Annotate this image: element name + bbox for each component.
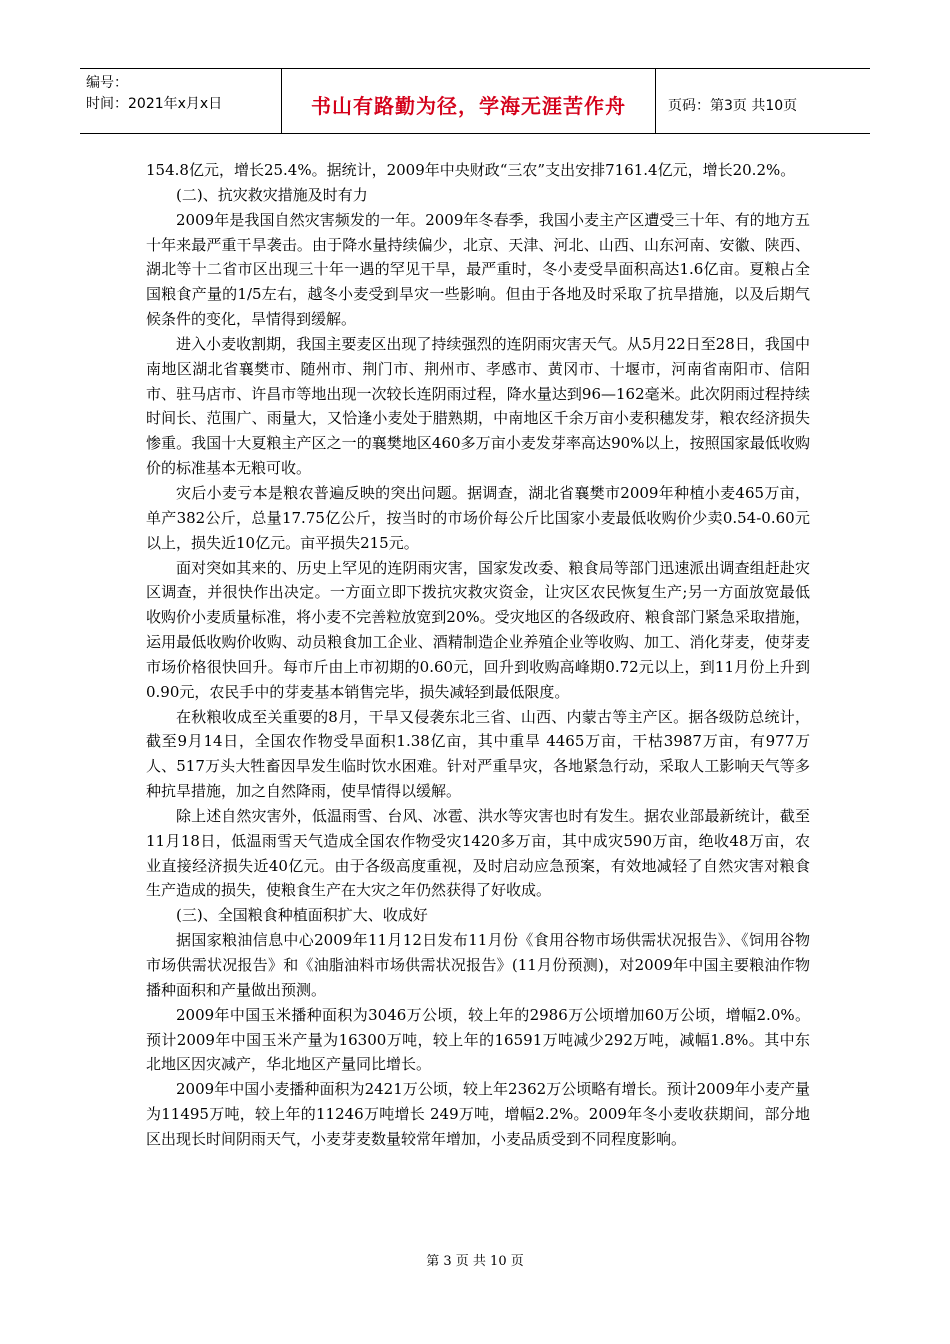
paragraph: 2009年中国小麦播种面积为2421万公顷，较上年2362万公顷略有增长。预计2009年小麦产量为11495万吨，较上年的11246万吨增长 249万吨，增幅2.2%。2009年冬小麦收获期间，部分地区出现长时间阴雨天气，小麦芽麦数量较常年增加，小麦品质受到不同程度影响。 — [146, 1080, 810, 1148]
page-header — [80, 68, 870, 134]
paragraph: 2009年是我国自然灾害频发的一年。2009年冬春季，我国小麦主产区遭受三十年、有的地方五十年来最严重干旱袭击。由于降水量持续偏少，北京、天津、河北、山西、山东河南、安徽、陕西、湖北等十二省市区出现三十年一遇的罕见干旱，最严重时，冬小麦受旱面积高达1.6亿亩。夏粮占全国粮食产量的1/5左右，越冬小麦受到旱灾一些影响。但由于各地及时采取了抗旱措施，以及后期气候条件的变化，旱情得到缓解。 — [146, 210, 810, 329]
paragraph: 据国家粮油信息中心2009年11月12日发布11月份《食用谷物市场供需状况报告》、《饲用谷物市场供需状况报告》和《油脂油料市场供需状况报告》(11月份预测)，对2009年中国主要粮油作物播种面积和产量做出预测。 — [146, 931, 810, 999]
section-heading-2: (二)、抗灾救灾措施及时有力 — [176, 185, 368, 204]
paragraph-continuation: 154.8亿元，增长25.4%。据统计，2009年中央财政“三农”支出安排7161.4亿元，增长20.2%。 — [146, 161, 796, 179]
header-page-info: 页码：第3页 共10页 — [668, 98, 798, 114]
paragraph: 除上述自然灾害外，低温雨雪、台风、冰雹、洪水等灾害也时有发生。据农业部最新统计，截至11月18日，低温雨雪天气造成全国农作物受灾1420多万亩，其中成灾590万亩，绝收48万亩，农业直接经济损失近40亿元。由于各级高度重视，及时启动应急预案，有效地减轻了自然灾害对粮食生产造成的损失，使粮食生产在大灾之年仍然获得了好收成。 — [146, 806, 810, 900]
paragraph: 2009年中国玉米播种面积为3046万公顷，较上年的2986万公顷增加60万公顷，增幅2.0%。预计2009年中国玉米产量为16300万吨，较上年的16591万吨减少292万吨，减幅1.8%。其中东北地区因灾减产，华北地区产量同比增长。 — [146, 1005, 810, 1074]
document-body — [146, 158, 810, 1152]
section-heading-3: (三)、全国粮食种植面积扩大、收成好 — [176, 906, 428, 925]
document-number-label: 编号： — [86, 75, 128, 91]
header-meta — [80, 69, 282, 133]
paragraph: 在秋粮收成至关重要的8月，干旱又侵袭东北三省、山西、内蒙古等主产区。据各级防总统计，截至9月14日，全国农作物受旱面积1.38亿亩，其中重旱 4465万亩，干枯3987万亩，有977万人、517万头大牲畜因旱发生临时饮水困难。针对严重旱灾，各地紧急行动，采取人工影响天气等多种抗旱措施，加之自然降雨，使旱情得以缓解。 — [146, 707, 810, 801]
paragraph: 进入小麦收割期，我国主要麦区出现了持续强烈的连阴雨灾害天气。从5月22日至28日，我国中南地区湖北省襄樊市、随州市、荆门市、荆州市、孝感市、黄冈市、十堰市，河南省南阳市、信阳市、驻马店市、许昌市等地出现一次较长连阴雨过程，降水量达到96—162毫米。此次阴雨过程持续时间长、范围广、雨量大，又恰逢小麦处于腊熟期，中南地区千余万亩小麦积穗发芽，粮农经济损失惨重。我国十大夏粮主产区之一的襄樊地区460多万亩小麦发芽率高达90%以上，按照国家最低收购价的标准基本无粮可收。 — [146, 334, 810, 478]
document-date: 时间：2021年x月x日 — [86, 96, 223, 112]
header-motto: 书山有路勤为径，学海无涯苦作舟 — [311, 93, 626, 118]
paragraph: 灾后小麦亏本是粮农普遍反映的突出问题。据调查，湖北省襄樊市2009年种植小麦465万亩，单产382公斤，总量17.75亿公斤，按当时的市场价每公斤比国家小麦最低收购价少卖0.54-0.60元以上，损失近10亿元。亩平损失215元。 — [146, 483, 810, 552]
paragraph: 面对突如其来的、历史上罕见的连阴雨灾害，国家发改委、粮食局等部门迅速派出调查组赶赴灾区调查，并很快作出决定。一方面立即下拨抗灾救灾资金，让灾区农民恢复生产;另一方面放宽最低收购价小麦质量标准，将小麦不完善粒放宽到20%。受灾地区的各级政府、粮食部门紧急采取措施，运用最低收购价收购、动员粮食加工企业、酒精制造企业养殖企业等收购、加工、消化芽麦，使芽麦市场价格很快回升。每市斤由上市初期的0.60元，回升到收购高峰期0.72元以上，到11月份上升到0.90元，农民手中的芽麦基本销售完毕，损失减轻到最低限度。 — [146, 558, 810, 701]
page-footer — [0, 1250, 950, 1269]
header-page-info-cell — [656, 69, 870, 133]
header-motto-cell — [282, 69, 656, 133]
footer-page-number: 第 3 页 共 10 页 — [426, 1254, 524, 1269]
